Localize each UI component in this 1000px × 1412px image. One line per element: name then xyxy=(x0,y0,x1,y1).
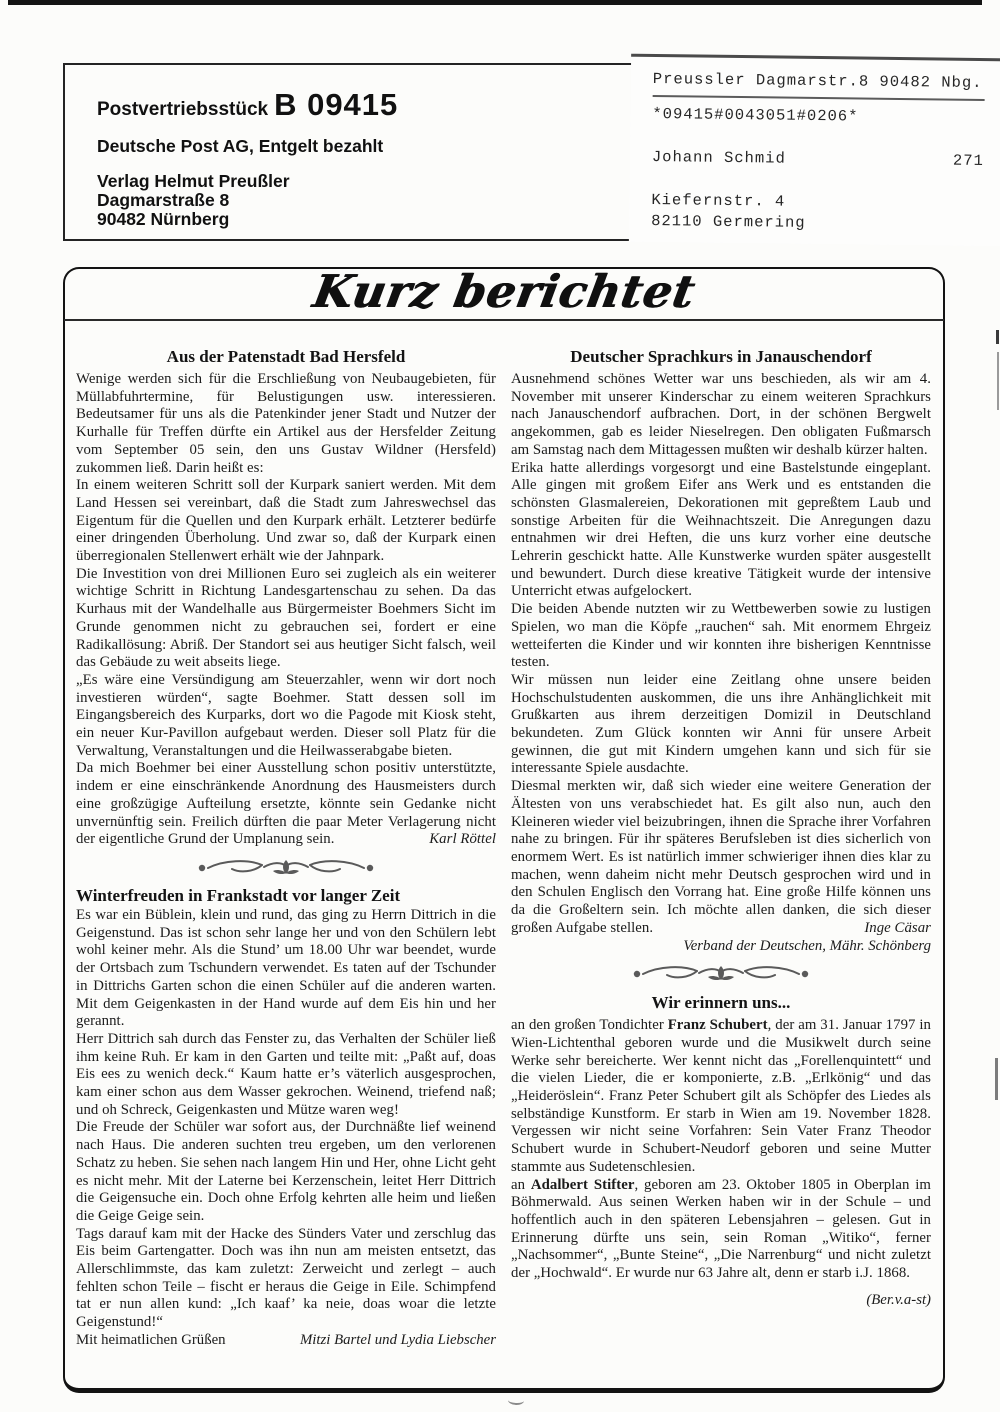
editorial-byline: (Ber.v.a-st) xyxy=(866,1291,931,1308)
paragraph-text: Diesmal merkten wir, daß sich wieder eine weitere Generation der Ältesten von uns verabschiedet hat. Es gilt also nun, auch den Kleineren wieder viel beizubringen, ihnen die Sprache ihrer Vorfahren nahe zu bringen. Für ihr späteres Berufsleben ist dies sicherlich von enormem Wert. Es ist natürlich immer schwieriger ihnen dies klar zu machen, wenn daheim nicht mehr Deutsch gesprochen wird und in den Schulen Englisch den Vorrang hat. Eine große Hilfe können uns da die Großeltern sein. Ich möchte allen danken, die sich dieser großen Aufgabe stellen. xyxy=(511,778,931,936)
paragraph: Die Freude der Schüler war sofort aus, der Durchnäßte lief weinend nach Haus. Die anderen suchten treu ergeben, um den verlorenen Schatz zu heben. Sie sehen nach langem Hin und Her, ohne Licht geht es nicht mehr. Mit der Laterne bei Kerzenschein, leitet Herr Dittrich die Geigensuche ein. Doch ohne Erfolg kehrten alle heim und ließen die Geige Geige sein. xyxy=(76,1119,496,1224)
article-heading-bad-hersfeld: Aus der Patenstadt Bad Hersfeld xyxy=(166,347,406,366)
paragraph: Herr Dittrich sah durch das Fenster zu, das Verhalten der Schüler ließ ihm keine Ruh. Er kam in den Garten und teilte mit: „Paßt auf, doas Eis ees zu wenich deck.“ Kaum hatte er’s väterlich ausgesprochen, kam einer schon aus dem Wasser gekrochen. Weinend, triefend naß; und oh Schreck, Geigenkasten und Mütze waren weg! xyxy=(76,1030,496,1118)
paragraph: „Es wäre eine Versündigung am Steuerzahler, wenn wir dort noch investieren würden“, sagte Boehmer. Statt dessen soll im Eingangsbereich des Kurparks, dort wo die Pagode mit Kiosk steht, ein neuer Kur-Pavillon aufgebaut werden. Dieser soll Platz für die Verwaltung, Veranstaltungen und die Heilwasserabgabe bieten. xyxy=(76,671,496,759)
paragraph: Die beiden Abende nutzten wir zu Wettbewerben sowie zu lustigen Spielen, wo man die Köpfe „rauchen“ sah. Mit enormem Ehrgeiz wetteiferten die Kinder und wir konnten ihre bisherigen Kenntnisse testen. xyxy=(511,601,931,671)
paragraph: Es war ein Büblein, klein und rund, das ging zu Herrn Dittrich in die Geigenstund. Das ist schon sehr lange her und von den Schülern lebt wohl keiner mehr. Als die Stund’ um 18.00 Uhr war beendet, wurde der Ortsbach zum Tschundern verwendet. Es taten auf der Tschunder in Dittrichs Garten schon die einen Schüler auf die anderen warten. Mit dem Geigenkasten in der Hand wurde auf dem Eis hin und her gerannt. xyxy=(76,906,496,1030)
author-signature: Karl Röttel xyxy=(429,831,496,848)
paragraph-with-signature xyxy=(511,778,931,937)
copy-number: 271 xyxy=(952,151,984,171)
paragraph: Tags darauf kam mit der Hacke des Sünders Vater und zerschlug das Eis beim Gartengatter. Doch was ihn nun am meisten entsetzt, das Allerschlimmste, das kam zuletzt: Zerweicht und zerlegt – auch fehlten schon Teile – fischt er heraus die Geige in Eile. Schimpfend tat er nun allen kund: „Ich kaaf’ ka neie, doas woar die letzte Geigenstund!“ xyxy=(76,1225,496,1331)
paragraph: In einem weiteren Schritt soll der Kurpark saniert werden. Mit dem Land Hessen sei vereinbart, daß die Stadt zum Jahreswechsel das Eigentum für die Quellen und den Kurpark erhält. Letzterer bedürfe einer dringenden Überholung. Und zwar so, daß der Kurpark einen überregionalen Stellenwert erhält wie der Jahnpark. xyxy=(76,477,496,565)
recipient-street: Kiefernstr. 4 xyxy=(651,190,786,211)
publisher-city: 90482 Nürnberg xyxy=(97,209,230,229)
paragraph: Wenige werden sich für die Erschließung von Neubaugebieten, für Müllabfuhrtermine, für Belustigungen usw. interessieren. Bedeutsamer für uns als die Patenkinder jener Stadt und Nutzer der Kurhalle für Treffen dürfte ein Artikel aus der Hersfelder Zeitung vom September 05 sein, den uns Gustav Wildner (Hersfeld) zukommen ließ. Darin heißt es: xyxy=(76,371,496,476)
closing-greeting: Mit heimatlichen Grüßen xyxy=(76,1331,226,1348)
postal-mark-code: B 09415 xyxy=(274,87,399,122)
postage-paid-line: Deutsche Post AG, Entgelt bezahlt xyxy=(97,136,384,156)
publisher-name: Verlag Helmut Preußler xyxy=(97,171,290,191)
article-heading-winterfreuden: Winterfreuden in Frankstadt vor langer Zeit xyxy=(76,885,401,905)
right-column xyxy=(511,341,931,1350)
paragraph: Erika hatte allerdings vorgesorgt und eine Bastelstunde eingeplant. Alle gingen mit großem Eifer ans Werk und es entstanden die schönsten Glasmalereien, Dekorationen mit gepreßtem Laub und sonstige Arbeiten für die Weihnachtszeit. Die Anregungen dazu entnahmen wir drei Heften, die uns kurz vorher eine deutsche Lehrerin geschickt hatte. Alle Kunstwerke wurden später ausgestellt und bewundert. Durch diese kreative Tätigkeit wurde der intensive Unterricht etwas aufgelockert. xyxy=(511,459,931,600)
person-name-franz-schubert: Franz Schubert xyxy=(667,1017,768,1034)
paragraph-franz-schubert xyxy=(511,1017,931,1176)
author-signature: Inge Cäsar xyxy=(864,919,931,936)
paragraph-adalbert-stifter xyxy=(511,1177,931,1283)
paragraph-with-signature xyxy=(76,760,496,849)
article-heading-wir-erinnern-uns: Wir erinnern uns... xyxy=(651,993,791,1013)
scan-mark-bottom xyxy=(508,1396,524,1406)
paragraph-text: an den großen Tondichter xyxy=(511,1017,668,1034)
paragraph: Ausnehmend schönes Wetter war uns beschieden, als wir am 4. November mit unserer Kinderschar zu einem weiteren Sprachkurs nach Janauschendorf aufbrachen. Dort, in der schönen Bergwelt angekommen, gab es leider Nieselregen. Den obligaten Fußmarsch am Samstag nach dem Mittagessen mußten wir deshalb kürzer halten. xyxy=(511,371,931,458)
address-label xyxy=(629,54,1000,247)
masthead xyxy=(65,265,943,337)
article-heading-sprachkurs: Deutscher Sprachkurs in Janauschendorf xyxy=(570,347,872,366)
recipient-name: Johann Schmid xyxy=(651,147,786,168)
scan-edge-artifact-right-3 xyxy=(995,1058,998,1100)
label-sender-line: Preussler Dagmarstr.8 90482 Nbg. xyxy=(652,69,983,92)
newsletter-title: Kurz berichtet xyxy=(308,265,700,318)
label-divider-rule xyxy=(653,95,985,101)
closing-row xyxy=(76,1332,496,1350)
left-column xyxy=(76,341,496,1350)
scan-edge-artifact-top xyxy=(8,0,982,5)
scan-edge-artifact-right-2 xyxy=(997,352,999,410)
publisher-street: Dagmarstraße 8 xyxy=(97,190,230,210)
paragraph-text: an xyxy=(511,1176,531,1193)
paragraph-text: , der am 31. Januar 1797 in Wien-Lichtenthal geboren wurde und die Musikwelt durch seine Werke sehr bereicherte. Wer kennt nicht das „Forellenquintett“ und die vielen Lieder, die er komponierte, z.B. „Erlkönig“ und das „Heideröslein“. Franz Peter Schubert gilt als Schöpfer des Liedes als selbständige Kunstform. Er starb in Wien am 19. November 1828. Vergessen wir nicht seine Vorfahren: Sein Vater Franz Theodor Schubert wurde in Schubert-Neudorf geboren und seine Mutter stammte aus Sudetenschlesien. xyxy=(511,1017,931,1175)
recipient-city: 82110 Germering xyxy=(651,211,806,232)
mailing-header-box xyxy=(63,63,984,241)
paragraph-text: , geboren am 23. Oktober 1805 in Oberplan im Böhmerwald. Aus seinen Werken haben wir in der Schule – und hoffentlich auch in den späteren Lebensjahren – gelesen. Gut in Erinnerung dürfte uns sein, sein Roman „Witiko“, ferner „Nachsommer“, „Bunte Steine“, „Die Narrenburg“ und nicht zuletzt der „Hochwald“. Er wurde nur 63 Jahre alt, denn er starb i.J. 1868. xyxy=(511,1176,931,1282)
masthead-rule xyxy=(64,319,944,321)
postal-mark-label: Postvertriebsstück xyxy=(97,99,269,120)
person-name-adalbert-stifter: Adalbert Stifter xyxy=(530,1176,635,1193)
paragraph: Wir müssen nun leider eine Zeitlang ohne unsere beiden Hochschulstudenten auskommen, die uns ihre Anhänglichkeit mit Grußkarten aus ihrem derzeitigen Domizil in Deutschland bekundeten. Zum Glück konnten wir Anni für unsere Arbeit gewinnen, die gut mit Kindern umgehen kann und sich für sie interessante Spiele ausdachte. xyxy=(511,671,931,777)
paragraph-text: Da mich Boehmer bei einer Ausstellung schon positiv unterstützte, indem er eine einschränkende Anordnung des Hausmeisters durch eine großzügige Aufteilung ersetzte, könnte sein Gedanke nicht unvernünftig sein. Freilich dürften die paar Meter Verlagerung nicht der eigentliche Grund der Umplanung sein. xyxy=(76,760,496,848)
sender-imprint xyxy=(97,87,398,229)
author-organization: Verband der Deutschen, Mähr. Schönberg xyxy=(683,937,931,954)
paragraph: Die Investition von drei Millionen Euro sei zugleich als ein weiterer wichtige Schritt in Richtung Landesgartenschau zu sehen. Da das Kurhaus mit der Wandelhalle aus Bürgermeister Boehmers Sicht im Grunde genommen nicht zu gebrauchen sei, fordert er eine Radikallösung: Abriß. Der Standort sei aus heutiger Sicht falsch, weil das Gebäude zu weit abseits liege. xyxy=(76,565,496,671)
scan-edge-artifact-right-1 xyxy=(996,330,999,344)
newsletter-box xyxy=(63,267,945,1393)
flourish-divider-icon xyxy=(76,857,496,881)
author-signature: Mitzi Bartel und Lydia Liebscher xyxy=(299,1331,496,1348)
flourish-divider-icon xyxy=(511,963,931,987)
label-routing-code: *09415#0043051#0206* xyxy=(652,104,859,126)
